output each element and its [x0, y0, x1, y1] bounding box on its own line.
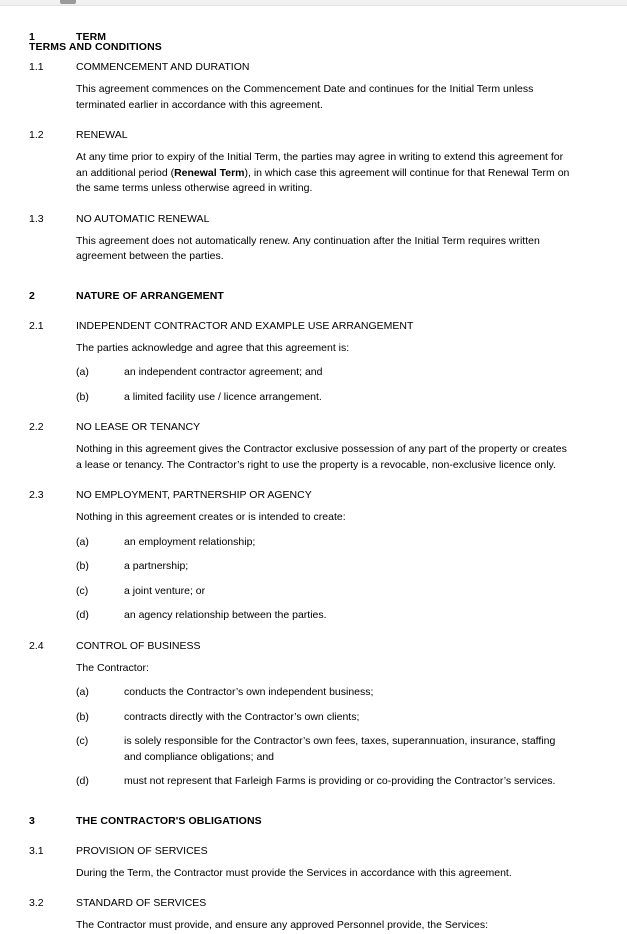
section-content: [76, 814, 573, 829]
clause-row: [0, 60, 627, 113]
clause-row: [0, 896, 627, 934]
list-item-marker: (b): [76, 710, 89, 723]
list-item-text: an employment relationship;: [124, 535, 256, 548]
document-body: [0, 6, 627, 934]
clause-heading: COMMENCEMENT AND DURATION: [76, 61, 250, 73]
clause-paragraph: The parties acknowledge and agree that this agreement is:: [76, 341, 350, 354]
clause-content: [76, 319, 573, 406]
clause-row: [0, 319, 627, 406]
list-item: [76, 584, 573, 600]
document-title: TERMS AND CONDITIONS: [29, 41, 162, 53]
clause-paragraph: This agreement does not automatically renew. Any continuation after the Initial Term requires written agreement between the parties.: [76, 234, 540, 262]
section-content: [76, 30, 573, 45]
clause-content: [76, 844, 573, 882]
list-item-text: a limited facility use / licence arrangement.: [124, 390, 322, 403]
clause-number: 2.3: [29, 489, 44, 501]
list-item-marker: (b): [76, 390, 89, 403]
clause-paragraph: The Contractor:: [76, 661, 149, 674]
clause-number: 2.1: [29, 319, 44, 332]
list-item-text: a partnership;: [124, 560, 189, 572]
document-page: [0, 6, 627, 931]
section-row: [0, 289, 627, 304]
clause-paragraph: Nothing in this agreement gives the Contractor exclusive possession of any part of the property or creates a lease or tenancy. The Contractor’s right to use the property is a revocable, non-exclusive licence only.: [76, 443, 567, 471]
section-number: 1: [29, 31, 35, 43]
section-content: [76, 289, 573, 304]
clause-number: 1.2: [29, 129, 44, 141]
clause-number: 2.4: [29, 639, 44, 652]
clause-number: 2.2: [29, 421, 44, 433]
list-item-text: a joint venture; or: [124, 584, 206, 597]
list-item-marker: (c): [76, 735, 89, 747]
clause-content: [76, 896, 573, 934]
list-item-marker: (c): [76, 584, 89, 597]
clause-heading: RENEWAL: [76, 129, 128, 141]
list-item-marker: (a): [76, 535, 89, 548]
list-item: [76, 710, 573, 726]
paragraph-run: At any time prior to expiry of the Initial Term, the parties may agree in writing to extend this agreement for an additional period (: [76, 151, 564, 179]
clause-paragraph: [76, 150, 573, 197]
clause-content: [76, 212, 573, 265]
clause-number: 3.2: [29, 897, 44, 909]
section-heading: TERM: [76, 31, 107, 43]
clause-number: 1.1: [29, 61, 44, 73]
section-heading: NATURE OF ARRANGEMENT: [76, 289, 224, 302]
section-number: 3: [29, 814, 35, 827]
list-item: [76, 608, 573, 624]
clause-heading: PROVISION OF SERVICES: [76, 844, 208, 857]
list-item-text: is solely responsible for the Contractor’s own fees, taxes, superannuation, insurance, staffing and compliance obligations; and: [124, 735, 556, 763]
scroll-indicator-tab[interactable]: [60, 0, 76, 4]
list-item: [76, 365, 573, 381]
section-heading: THE CONTRACTOR'S OBLIGATIONS: [76, 814, 262, 827]
clause-content: [76, 128, 573, 197]
list-item-marker: (d): [76, 775, 89, 787]
clause-heading: STANDARD OF SERVICES: [76, 897, 207, 909]
clause-paragraph: This agreement commences on the Commencement Date and continues for the Initial Term unless terminated earlier in accordance with this agreement.: [76, 83, 534, 111]
list-item: [76, 535, 573, 551]
list-item: [76, 734, 573, 765]
section-number: 2: [29, 289, 35, 302]
clause-paragraph: The Contractor must provide, and ensure any approved Personnel provide, the Services:: [76, 919, 489, 931]
list-item-text: conducts the Contractor’s own independent business;: [124, 686, 374, 698]
list-item-text: an independent contractor agreement; and: [124, 366, 323, 378]
clause-content: [76, 639, 573, 790]
clause-heading: NO AUTOMATIC RENEWAL: [76, 212, 210, 225]
clause-heading: NO LEASE OR TENANCY: [76, 421, 201, 433]
clause-row: [0, 420, 627, 473]
clause-row: [0, 844, 627, 882]
section-row: [0, 30, 627, 45]
list-item-text: must not represent that Farleigh Farms is providing or co-providing the Contractor’s services.: [124, 775, 556, 787]
list-item-text: an agency relationship between the parties.: [124, 609, 327, 621]
list-item: [76, 390, 573, 406]
clause-number: 1.3: [29, 212, 44, 225]
clause-row: [0, 488, 627, 624]
list-item-marker: (d): [76, 609, 89, 621]
clause-row: [0, 639, 627, 790]
list-item: [76, 559, 573, 575]
list-item-marker: (b): [76, 560, 89, 572]
defined-term: Renewal Term: [174, 166, 245, 179]
clause-number: 3.1: [29, 844, 44, 857]
clause-content: [76, 60, 573, 113]
clause-heading: NO EMPLOYMENT, PARTNERSHIP OR AGENCY: [76, 489, 312, 501]
clause-heading: INDEPENDENT CONTRACTOR AND EXAMPLE USE ARRANGEMENT: [76, 319, 414, 332]
section-row: [0, 814, 627, 829]
list-item-text: contracts directly with the Contractor’s own clients;: [124, 710, 360, 723]
clause-row: [0, 128, 627, 197]
clause-row: [0, 212, 627, 265]
clause-heading: CONTROL OF BUSINESS: [76, 639, 201, 652]
list-item-marker: (a): [76, 366, 89, 378]
clause-content: [76, 420, 573, 473]
list-item-marker: (a): [76, 686, 89, 698]
clause-paragraph: Nothing in this agreement creates or is intended to create:: [76, 511, 346, 523]
clause-paragraph: During the Term, the Contractor must provide the Services in accordance with this agreement.: [76, 866, 512, 879]
clause-content: [76, 488, 573, 624]
list-item: [76, 685, 573, 701]
list-item: [76, 774, 573, 790]
paragraph-run: ), in which case this agreement will continue for that Renewal Term on the same terms unless otherwise agreed in writing.: [76, 166, 570, 194]
